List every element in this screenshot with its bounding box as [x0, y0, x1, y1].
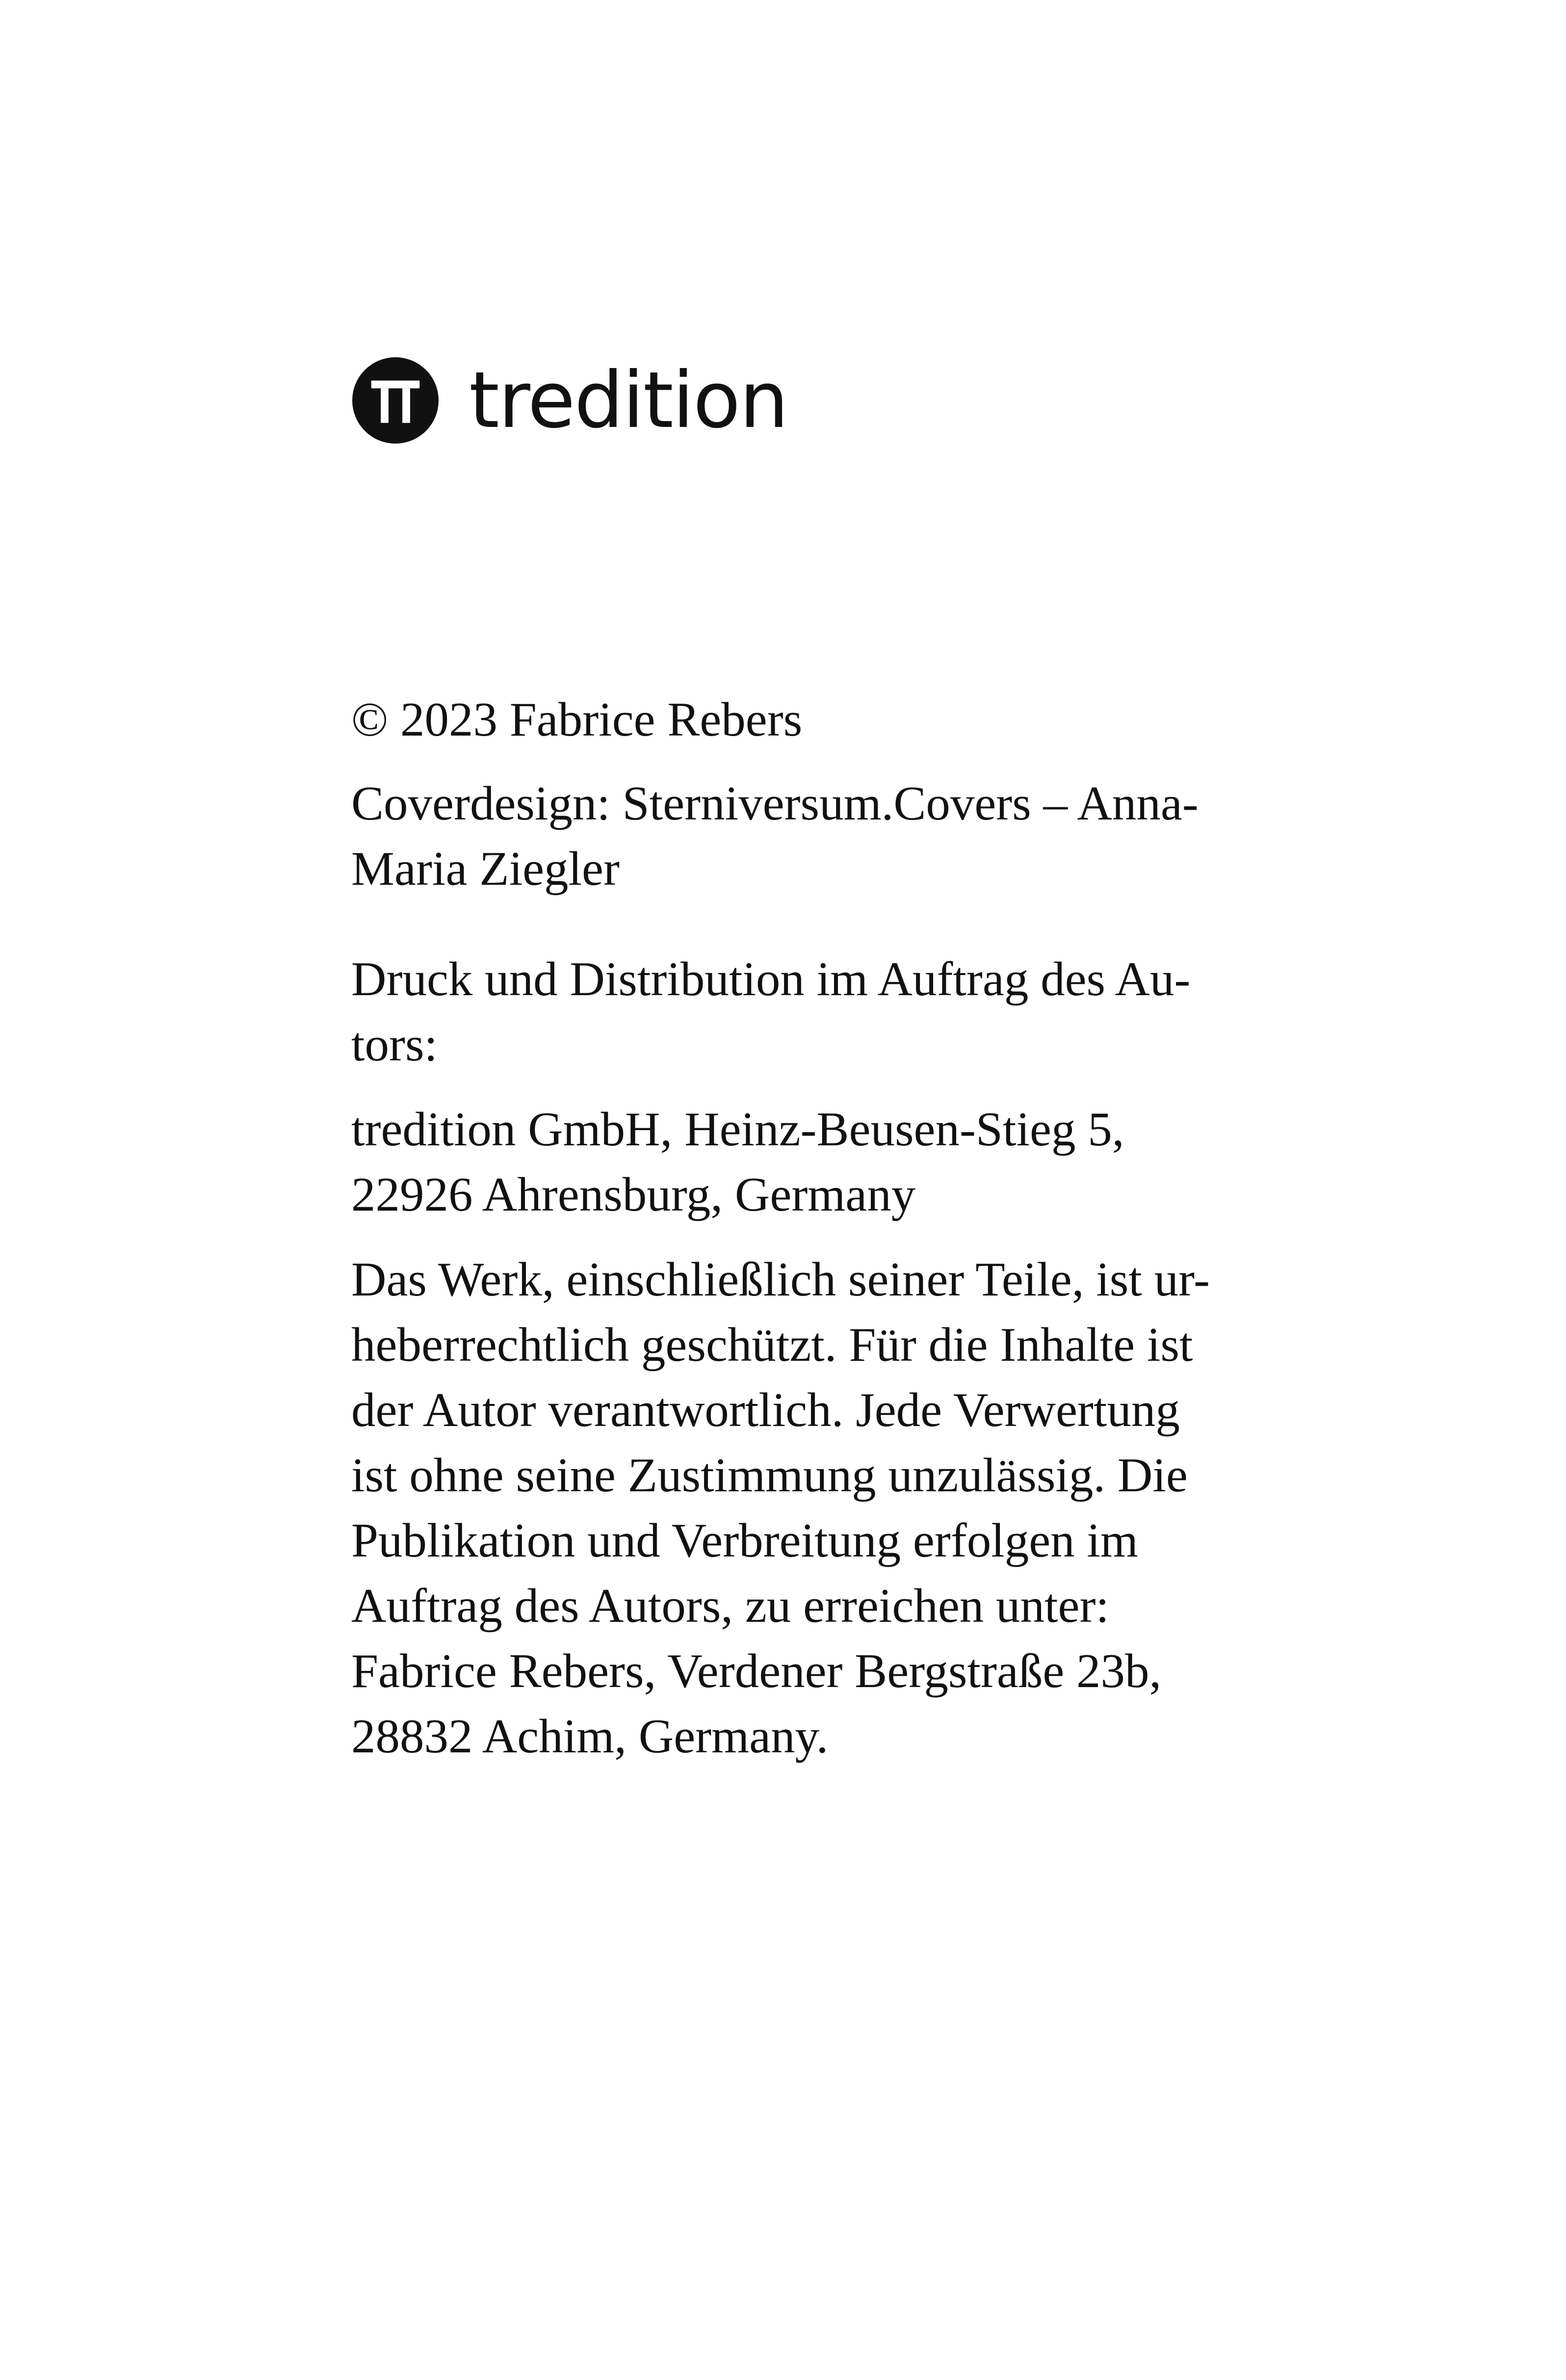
print-note-line: Druck und Distribution im Auftrag des Au-	[351, 952, 1191, 1006]
rights-line: 28832 Achim, Germany.	[351, 1710, 829, 1763]
rights-line: Das Werk, einschließlich seiner Teile, ist ur-	[351, 1253, 1210, 1306]
copyright-line: © 2023 Fabrice Rebers	[351, 693, 803, 746]
rights-line: der Autor verantwortlich. Jede Verwertung	[351, 1383, 1180, 1437]
tredition-logo-icon	[352, 357, 439, 444]
cover-credit	[351, 771, 1227, 901]
print-distribution-note	[351, 947, 1227, 1077]
rights-line: heberrechtlich geschützt. Für die Inhalte ist	[351, 1318, 1193, 1372]
rights-line: Auftrag des Autors, zu erreichen unter:	[351, 1579, 1109, 1633]
imprint-text	[351, 687, 1227, 1789]
cover-credit-line: Coverdesign: Sterniversum.Covers – Anna-	[351, 777, 1199, 830]
publisher-address-line: tredition GmbH, Heinz-Beusen-Stieg 5,	[351, 1103, 1124, 1156]
rights-notice	[351, 1247, 1227, 1769]
print-note-line: tors:	[351, 1018, 438, 1071]
publisher-address	[351, 1097, 1227, 1227]
publisher-address-line: 22926 Ahrensburg, Germany	[351, 1168, 916, 1221]
logo-wordmark: tredition	[469, 355, 788, 446]
rights-line: Publikation und Verbreitung erfolgen im	[351, 1514, 1138, 1567]
cover-credit-line: Maria Ziegler	[351, 842, 620, 896]
rights-line: ist ohne seine Zustimmung unzulässig. Die	[351, 1449, 1188, 1502]
rights-line: Fabrice Rebers, Verdener Bergstraße 23b,	[351, 1644, 1162, 1698]
tredition-logo	[352, 357, 788, 444]
